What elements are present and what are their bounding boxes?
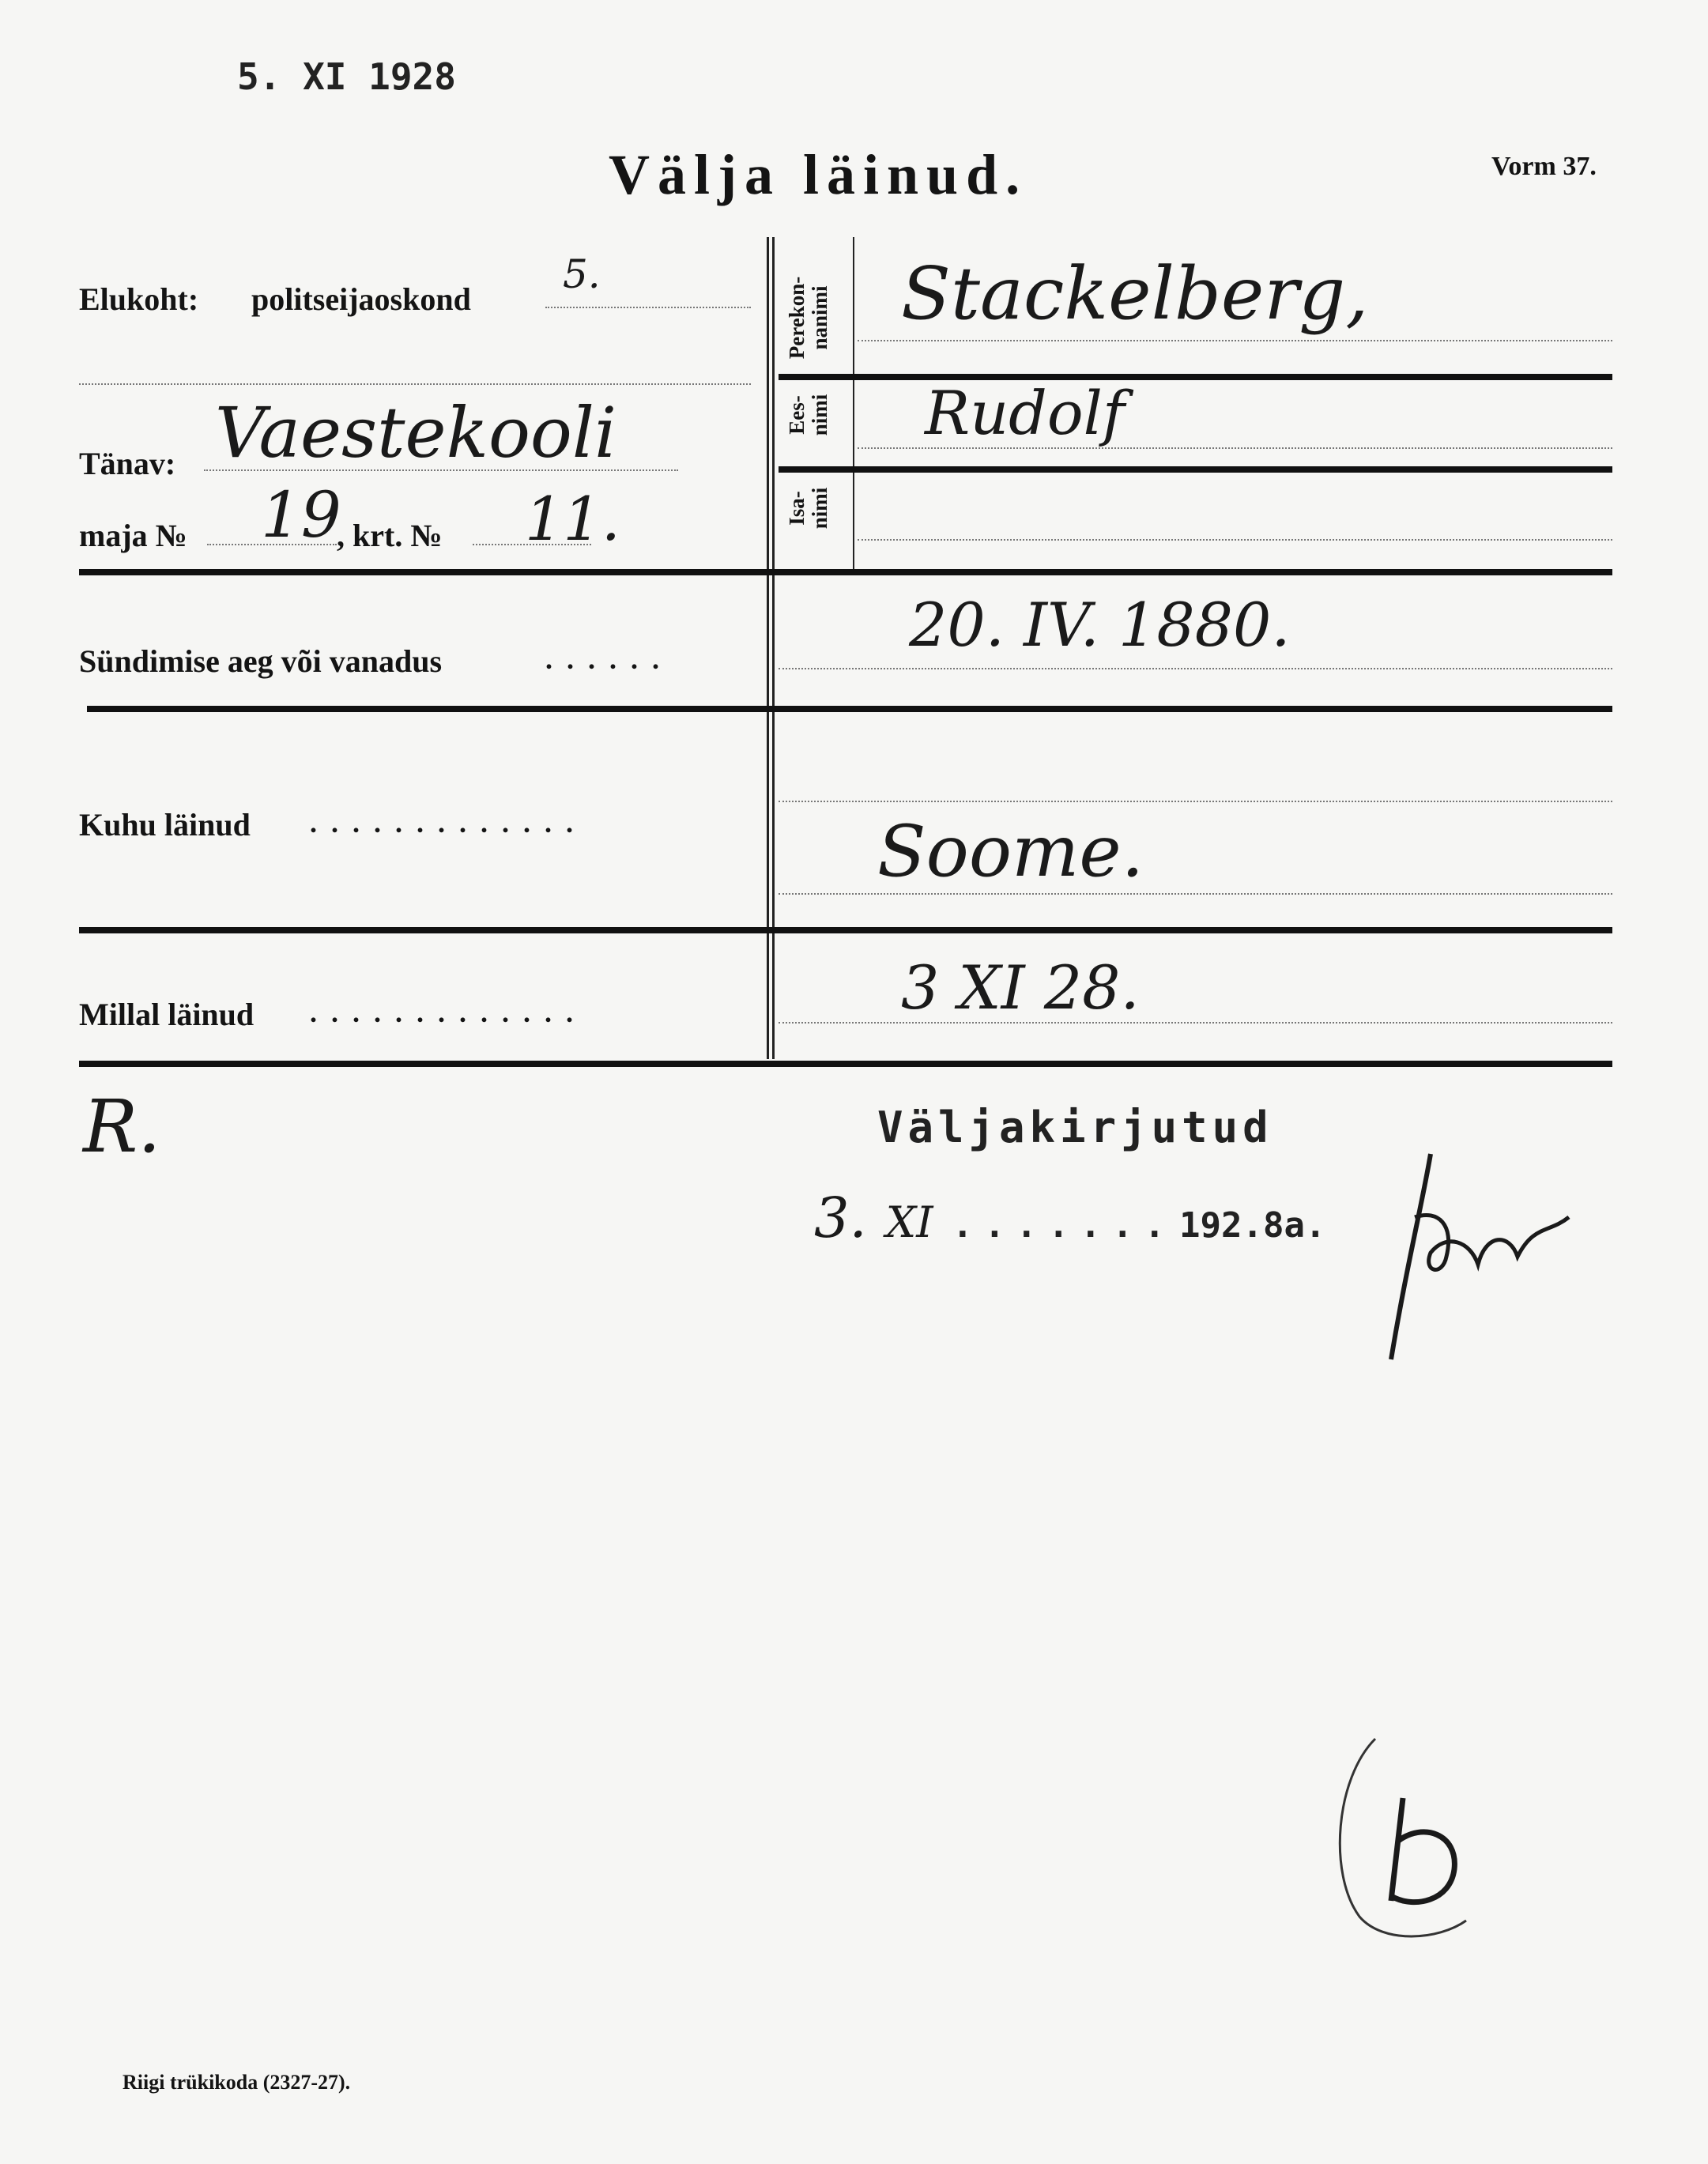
millal-dots: ............. [310,997,587,1028]
isanimi-label-line2: nimi [808,487,831,530]
sundimise-label: Sündimise aeg või vanadus [79,643,443,679]
krt-label: , krt. № [337,518,443,553]
isanimi-label-line1: Isa- [785,491,809,526]
eesnimi-label-line2: nimi [808,394,831,436]
politseijaoskond-label: politseijaoskond [251,281,471,317]
left-column-divider-1 [767,237,769,1059]
eesnimi-label-line1: Ees- [785,395,809,435]
jaoskond-line [545,307,751,308]
form-number: Vorm 37. [1491,152,1597,181]
date-stamp: 5. XI 1928 [237,55,456,98]
signature-mark [1375,1138,1581,1375]
perekonnanimi-value: Stackelberg, [901,251,1369,336]
maja-value: 19 [261,478,341,552]
millal-label: Millal läinud [79,997,255,1032]
kuhu-line-2 [779,893,1612,895]
valjakirjutud-stamp-date [814,1186,1326,1250]
sundimise-value: 20. IV. 1880. [909,590,1291,660]
elukoht-label: Elukoht: [79,281,199,317]
millal-value: 3 XI 28. [901,952,1140,1023]
maja-label: maja № [79,518,187,553]
kuhu-dots: ............. [310,807,587,839]
name-label-divider [853,237,854,569]
perekonnanimi-rule [779,374,1612,380]
kuhu-label: Kuhu läinud [79,807,251,843]
printer-footer: Riigi trükikoda (2327-27). [123,2071,351,2094]
left-column-divider-2 [772,237,775,1059]
perekonnanimi-label-line1: Perekon- [785,276,809,360]
section-rule-2 [87,706,1612,712]
eesnimi-label [786,364,835,466]
stamp-date-prefix: 3. [814,1186,867,1250]
tanav-label: Tänav: [79,446,176,481]
perekonnanimi-line [858,340,1612,341]
section-rule-1 [79,569,1612,575]
tanav-value: Vaestekooli [215,392,617,473]
krt-value: 11. [525,484,620,554]
eesnimi-value: Rudolf [925,378,1125,448]
stamp-date-year: 192.8a. [1179,1205,1326,1246]
isanimi-line [858,539,1612,541]
stamp-date-dots: ....... [952,1205,1177,1246]
address-extra-line [79,383,751,385]
section-rule-4 [79,1061,1612,1067]
section-rule-3 [79,927,1612,933]
kuhu-line-1 [779,801,1612,802]
circled-b-mark [1328,1731,1486,1944]
page-title: Välja läinud. [609,143,1028,206]
jaoskond-value: 5. [563,251,601,297]
isanimi-label [786,457,835,560]
sundimise-dots: ...... [545,643,673,675]
eesnimi-rule [779,466,1612,473]
kuhu-value: Soome. [877,810,1144,893]
stamp-date-month: XI [885,1197,933,1247]
perekonnanimi-label-line2: nanimi [808,285,831,350]
sundimise-line [779,668,1612,669]
handwritten-note: R. [83,1084,161,1169]
valjakirjutud-stamp-heading: Väljakirjutud [877,1103,1273,1152]
